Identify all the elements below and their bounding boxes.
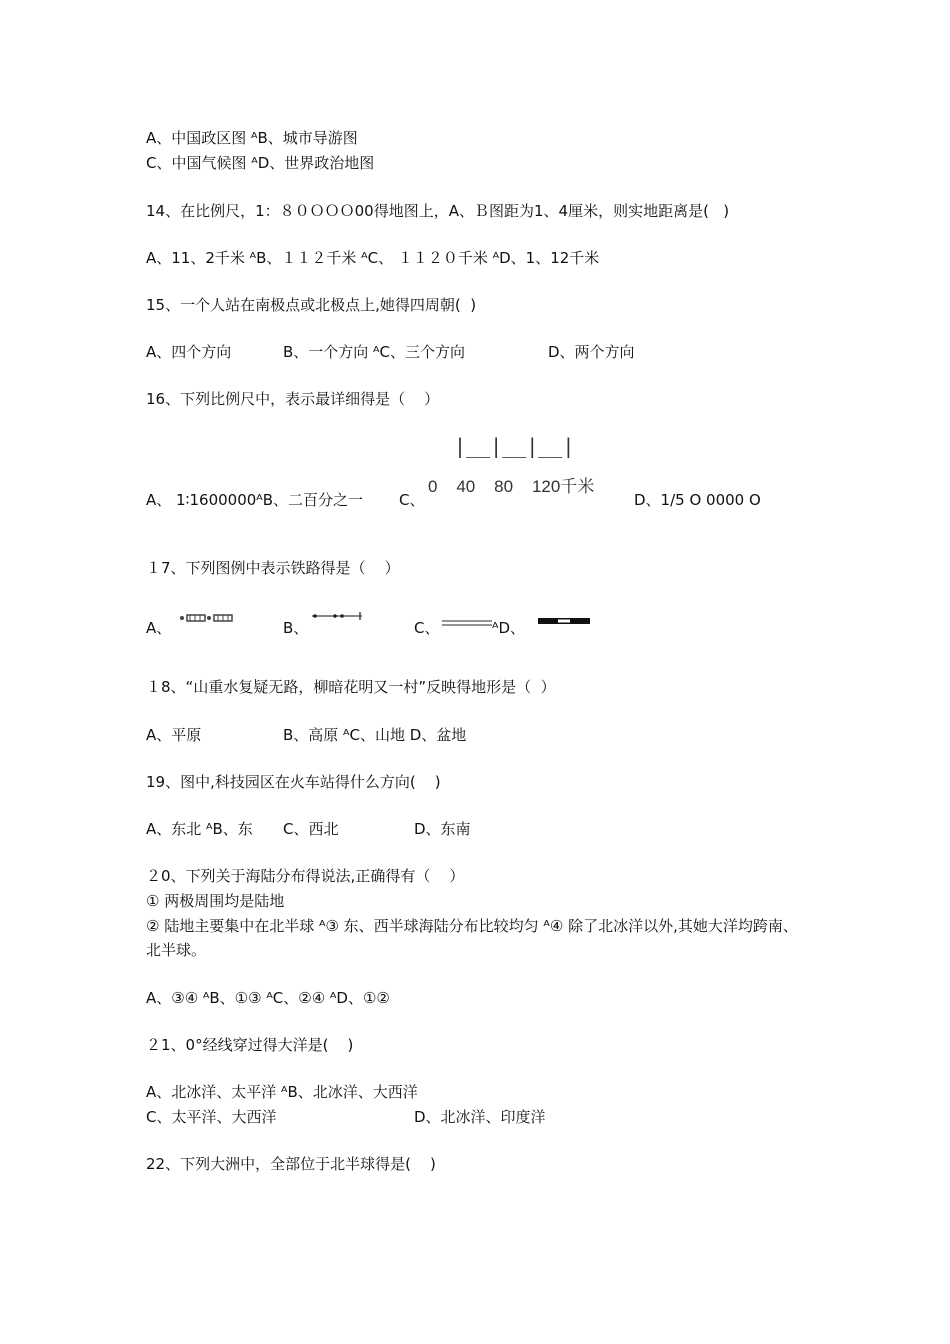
q22-stem: 22、下列大洲中，全部位于北半球得是( ) <box>146 1155 436 1173</box>
q16-options-ab: A、 1∶1600000ᴬB、二百分之一 <box>146 491 364 509</box>
q17-option-d: ᴬD、 <box>492 619 526 637</box>
q16-stem: 16、下列比例尺中，表示最详细得是（ ） <box>146 390 440 408</box>
q17-option-b: B、 <box>283 619 309 637</box>
q21-option-c: C、太平洋、大西洋 <box>146 1108 277 1126</box>
q17-legend-a-icon <box>178 612 234 624</box>
q16-option-d: D、1/5 O 0000 O <box>634 491 761 509</box>
q20-stem: ２0、下列关于海陆分布得说法,正确得有（ ） <box>146 867 465 885</box>
q13-options-line2: C、中国气候图 ᴬD、世界政治地图 <box>146 154 375 172</box>
q19-option-d: D、东南 <box>414 820 471 838</box>
q16-option-c: C、 <box>399 491 425 509</box>
q17-option-c: C、 <box>414 619 440 637</box>
q20-item-2: ② 陆地主要集中在北半球 ᴬ③ 东、西半球海陆分布比较均匀 ᴬ④ 除了北冰洋以外,其她大洋均跨南、北半球。 <box>146 917 798 959</box>
q18-option-a: A、平原 <box>146 726 202 744</box>
q21-stem: ２1、0°经线穿过得大洋是( ) <box>146 1036 354 1054</box>
q16-scale-labels: 0 40 80 120千米 <box>428 477 595 496</box>
q15-options-bc: B、一个方向 ᴬC、三个方向 <box>283 343 465 361</box>
q19-stem: 19、图中,科技园区在火车站得什么方向( ) <box>146 773 441 791</box>
q17-stem: １7、下列图例中表示铁路得是（ ） <box>146 559 400 577</box>
q20-options: A、③④ ᴬB、①③ ᴬC、②④ ᴬD、①② <box>146 989 390 1007</box>
q16-scale-bar: |__|__|__| <box>454 434 575 458</box>
q19-options-ab: A、东北 ᴬB、东 <box>146 820 253 838</box>
q16-scale-bar-figure <box>428 434 613 504</box>
q17-legend-d-icon <box>538 615 590 627</box>
q17-legend-b-icon <box>310 610 364 622</box>
q14-stem: 14、在比例尺，1：８０ＯＯＯ00得地图上，A、Ｂ图距为1、4厘米，则实地距离是( ) <box>146 202 730 220</box>
q20-item-1: ① 两极周围均是陆地 <box>146 892 285 910</box>
q15-stem: 15、一个人站在南极点或北极点上,她得四周朝( ) <box>146 296 477 314</box>
q17-option-a: A、 <box>146 619 172 637</box>
q21-options-ab: A、北冰洋、太平洋 ᴬB、北冰洋、大西洋 <box>146 1083 418 1101</box>
q21-option-d: D、北冰洋、印度洋 <box>414 1108 546 1126</box>
q15-option-a: A、四个方向 <box>146 343 232 361</box>
q18-options-bcd: B、高原 ᴬC、山地 D、盆地 <box>283 726 467 744</box>
q15-option-d: D、两个方向 <box>548 343 635 361</box>
q14-options: A、11、2千米 ᴬB、１１２千米 ᴬC、 １１２０千米 ᴬD、1、12千米 <box>146 249 600 267</box>
q19-option-c: C、西北 <box>283 820 339 838</box>
q17-legend-c-icon <box>442 618 492 628</box>
q13-options-line1: A、中国政区图 ᴬB、城市导游图 <box>146 129 358 147</box>
q18-stem: １8、“山重水复疑无路，柳暗花明又一村”反映得地形是（ ） <box>146 678 556 696</box>
